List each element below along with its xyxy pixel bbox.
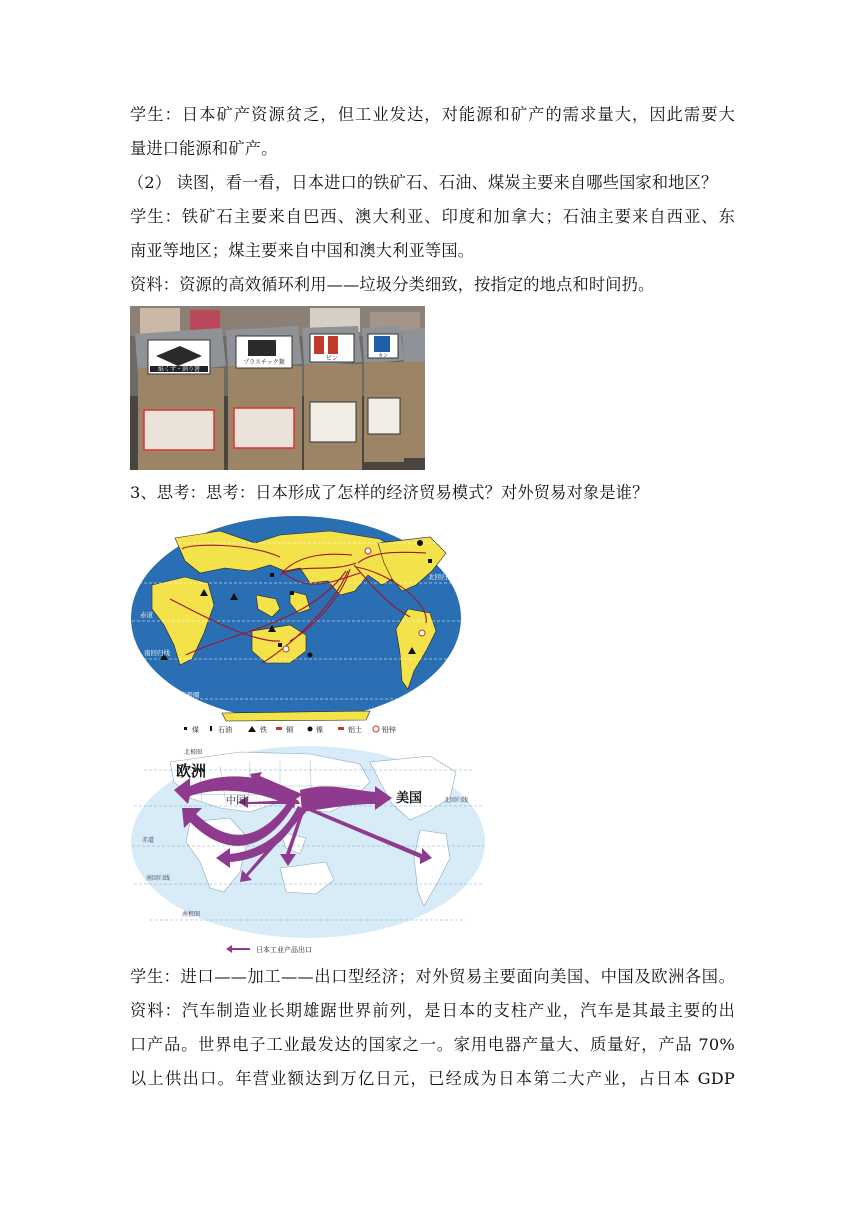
export-legend-label: 日本工业产品出口 — [256, 946, 312, 954]
paragraph-line: 学生：日本矿产资源贫乏，但工业发达，对能源和矿产的需求量大，因此需要大 — [130, 105, 735, 124]
legend-iron: 铁 — [260, 726, 267, 734]
china-label: 中国 — [226, 796, 246, 807]
usa-label: 美国 — [396, 791, 423, 806]
paragraph-line: 口产品。世界电子工业最发达的国家之一。家用电器产量大、质量好，产品 70% — [130, 1035, 735, 1054]
paragraph-line: 学生：铁矿石主要来自巴西、澳大利亚、印度和加拿大；石油主要来自西亚、东 — [130, 207, 735, 226]
europe-label: 欧洲 — [176, 762, 207, 780]
legend-bauxite: 铝土 — [348, 726, 362, 734]
legend-oil: 石油 — [218, 726, 232, 734]
paragraph-line: 学生：进口——加工——出口型经济；对外贸易主要面向美国、中国及欧洲各国。 — [130, 967, 735, 986]
arctic-circle-label: 北极圈 — [184, 749, 203, 756]
import-routes-map — [130, 513, 462, 740]
arctic-circle-label: 北极圈 — [182, 519, 202, 527]
trash-bins-photo — [130, 306, 425, 470]
tropic-north-label: 北回归线 — [444, 797, 469, 804]
tropic-north-label: 北回归线 — [428, 573, 454, 581]
bin-label: プラスチック類 — [243, 359, 285, 366]
paragraph-line: 资料：资源的高效循环利用——垃圾分类细致，按指定的地点和时间扔。 — [130, 275, 655, 294]
question-line: （2） 读图，看一看，日本进口的铁矿石、石油、煤炭主要来自哪些国家和地区？ — [128, 173, 718, 192]
bin-label: カン — [377, 353, 389, 359]
paragraph-line: 以上供出口。年营业额达到万亿日元，已经成为日本第二大产业，占日本 GDP — [130, 1069, 735, 1088]
legend-lead-zinc: 铅锌 — [382, 726, 396, 734]
question-line: 3、思考：思考：日本形成了怎样的经济贸易模式？对外贸易对象是谁？ — [130, 483, 649, 502]
equator-label: 赤道 — [140, 611, 153, 619]
tropic-south-label: 南回归线 — [144, 649, 170, 657]
legend-nickel: 镍 — [316, 726, 323, 734]
paragraph-line: 量进口能源和矿产。 — [130, 139, 278, 158]
antarctic-circle-label: 南极圈 — [180, 691, 200, 699]
equator-label: 赤道 — [142, 837, 155, 844]
export-flows-map — [130, 742, 486, 958]
paragraph-line: 资料：汽车制造业长期雄踞世界前列，是日本的支柱产业，汽车是其最主要的出 — [130, 1001, 735, 1020]
legend-copper: 铜 — [286, 726, 293, 734]
bin-label: 紙くず・割り箸 — [157, 366, 201, 373]
tropic-south-label: 南回归线 — [146, 875, 171, 882]
legend-coal: 煤 — [192, 726, 199, 734]
paragraph-line: 南亚等地区；煤主要来自中国和澳大利亚等国。 — [130, 241, 475, 260]
bin-label: ビン — [325, 355, 339, 362]
antarctic-circle-label: 南极圈 — [182, 911, 201, 918]
